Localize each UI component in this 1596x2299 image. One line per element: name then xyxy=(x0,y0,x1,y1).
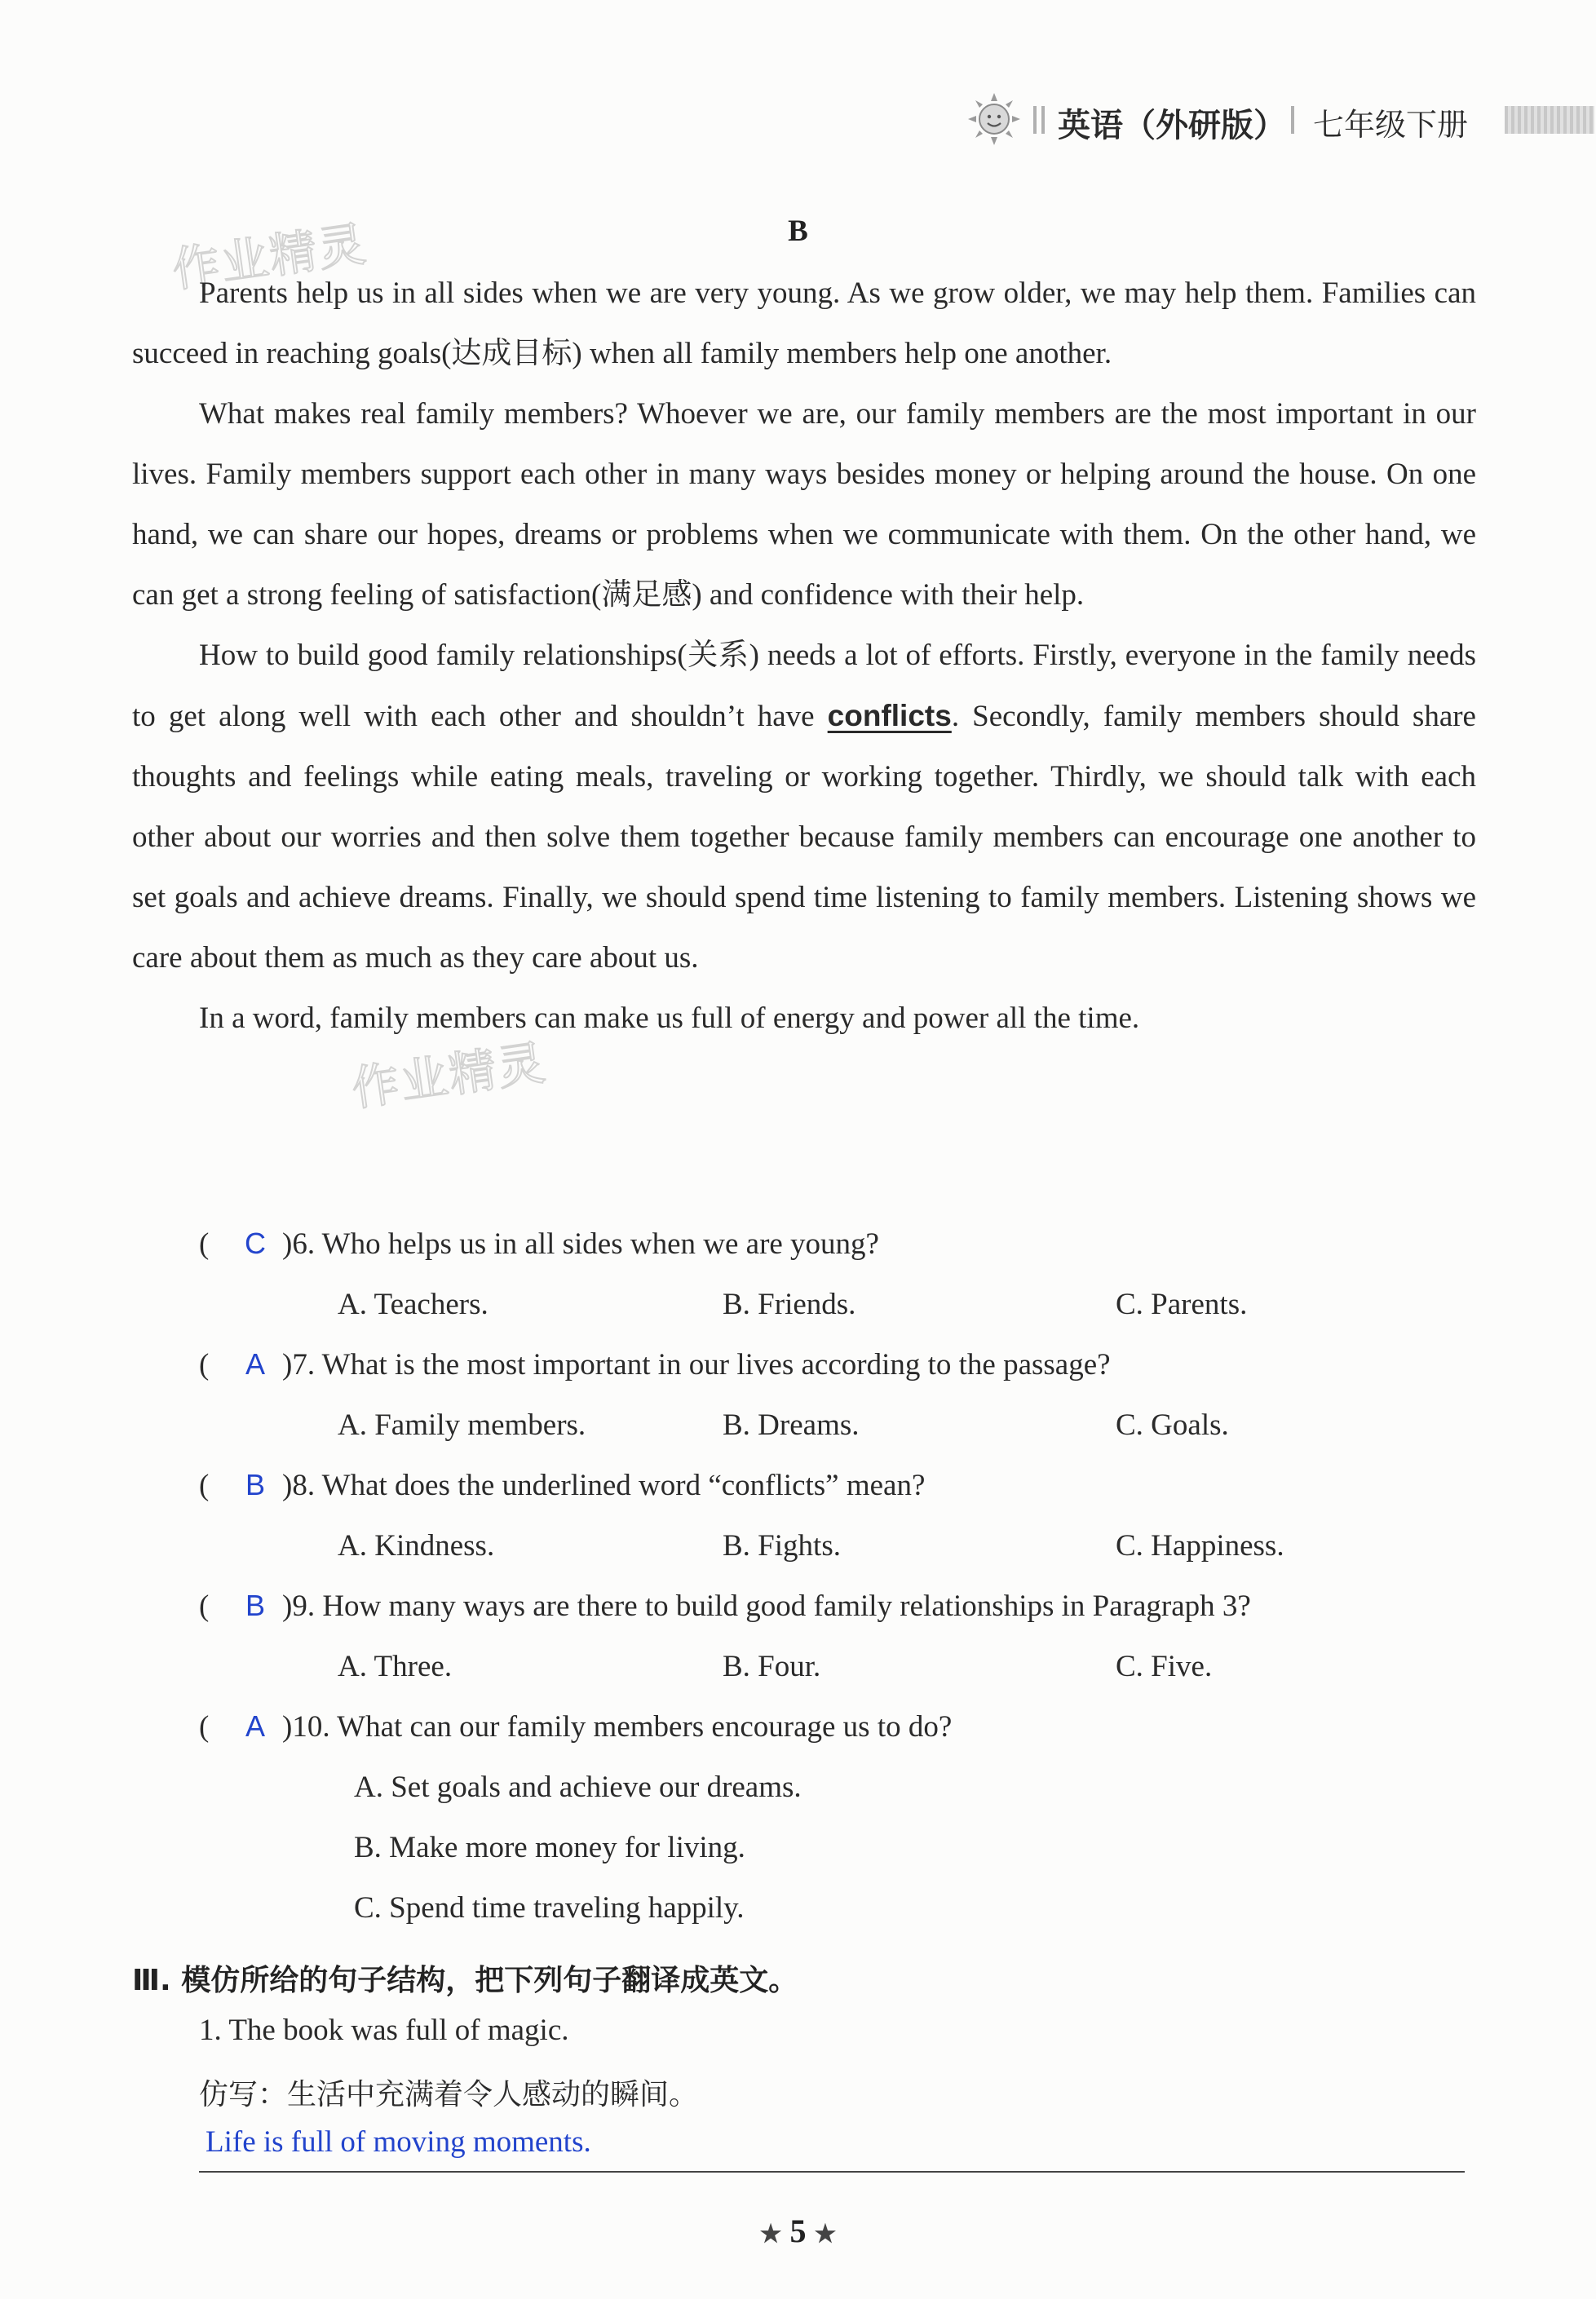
passage-paragraph: In a word, family members can make us full of energy and power all the time. xyxy=(199,1001,1140,1035)
option-b: B. Fights. xyxy=(723,1529,841,1563)
answer-choice: B xyxy=(245,1589,265,1622)
watermark: 作业精灵 xyxy=(348,1034,550,1117)
question-text: What does the underlined word “conflicts” mean? xyxy=(321,1469,926,1502)
question-number: 8. xyxy=(292,1469,316,1502)
passage-text: How to build good family relationships(关系) needs a lot of efforts. Firstly, everyone in the family needs to get along well with each other and shouldn’t have xyxy=(132,639,1476,733)
question-8: ( B )8. What does the underlined word “conflicts” mean? xyxy=(199,1468,926,1502)
answer-line xyxy=(199,2171,1465,2173)
option-c: C. Goals. xyxy=(1116,1408,1229,1442)
option-c: C. Five. xyxy=(1116,1650,1213,1683)
option-c: C. Happiness. xyxy=(1116,1529,1284,1563)
option-a: A. Kindness. xyxy=(338,1529,495,1563)
page-footer xyxy=(0,2212,1596,2250)
answer-choice: A xyxy=(245,1709,265,1743)
underlined-word: conflicts xyxy=(827,699,952,732)
option-c: C. Parents. xyxy=(1116,1288,1248,1321)
star-icon: ★ xyxy=(759,2221,782,2248)
answer-choice: C xyxy=(245,1227,266,1260)
question-number: 9. xyxy=(292,1589,316,1623)
imitation-prompt: 仿写：生活中充满着令人感动的瞬间。 xyxy=(199,2078,699,2111)
question-9: ( B )9. How many ways are there to build good family relationships in Paragraph 3? xyxy=(199,1589,1251,1623)
answer-choice: A xyxy=(245,1347,265,1381)
question-10: ( A )10. What can our family members encourage us to do? xyxy=(199,1709,953,1744)
sun-logo-icon xyxy=(966,91,1022,147)
section-b-heading: B xyxy=(788,214,808,248)
passage-paragraph: What makes real family members? Whoever we are, our family members are the most important in our lives. Family members support each other in many ways besides money or helping around the house. On one hand, we can share our hopes, dreams or problems when we communicate with them. On the other hand, we can get a strong feeling of satisfaction(满足感) and confidence with their help. xyxy=(132,397,1476,612)
question-text: Who helps us in all sides when we are young? xyxy=(321,1227,879,1261)
header-divider xyxy=(1033,106,1037,134)
option-b: B. Make more money for living. xyxy=(354,1831,745,1864)
option-b: B. Dreams. xyxy=(723,1408,860,1442)
question-7: ( A )7. What is the most important in our lives according to the passage? xyxy=(199,1347,1111,1382)
translation-item: 1. The book was full of magic. xyxy=(199,2014,569,2047)
option-b: B. Friends. xyxy=(723,1288,856,1321)
passage-paragraph xyxy=(132,626,1476,988)
answer-choice: B xyxy=(245,1468,265,1501)
book-subject-title: 英语（外研版） xyxy=(1058,107,1286,144)
watermark: 作业精灵 xyxy=(169,215,371,298)
passage-text: . Secondly, family members should share thoughts and feelings while eating meals, traveling or working together. Thirdly, we should talk with each other about our worries and then solve them together because family members can encourage one another to set goals and achieve dreams. Finally, we should spend time listening to family members. Listening shows we care about them as much as they care about us. xyxy=(132,700,1476,975)
page-header xyxy=(966,91,1596,148)
section-3-heading: Ⅲ. 模仿所给的句子结构，把下列句子翻译成英文。 xyxy=(132,1964,798,1997)
header-divider xyxy=(1291,106,1294,134)
header-divider xyxy=(1041,106,1045,134)
book-grade-label: 七年级下册 xyxy=(1313,108,1469,143)
option-c: C. Spend time traveling happily. xyxy=(354,1891,745,1925)
question-6: ( C )6. Who helps us in all sides when we are young? xyxy=(199,1227,879,1261)
star-icon: ★ xyxy=(814,2221,837,2248)
question-text: What is the most important in our lives according to the passage? xyxy=(321,1348,1111,1382)
question-text: How many ways are there to build good family relationships in Paragraph 3? xyxy=(322,1589,1251,1623)
question-number: 6. xyxy=(292,1227,316,1261)
page-number: 5 xyxy=(789,2213,807,2249)
option-a: A. Set goals and achieve our dreams. xyxy=(354,1771,802,1804)
handwritten-answer: Life is full of moving moments. xyxy=(206,2125,591,2159)
passage-paragraph: Parents help us in all sides when we are very young. As we grow older, we may help them. Families can succeed in reaching goals(达成目标) when all family members help one another. xyxy=(132,276,1476,370)
question-text: What can our family members encourage us to do? xyxy=(337,1710,953,1744)
option-a: A. Family members. xyxy=(338,1408,586,1442)
question-number: 7. xyxy=(292,1348,316,1382)
option-a: A. Three. xyxy=(338,1650,453,1683)
reading-passage xyxy=(132,263,1476,1049)
question-number: 10. xyxy=(292,1710,330,1744)
header-decoration-bar xyxy=(1505,106,1594,134)
option-b: B. Four. xyxy=(723,1650,821,1683)
option-a: A. Teachers. xyxy=(338,1288,489,1321)
